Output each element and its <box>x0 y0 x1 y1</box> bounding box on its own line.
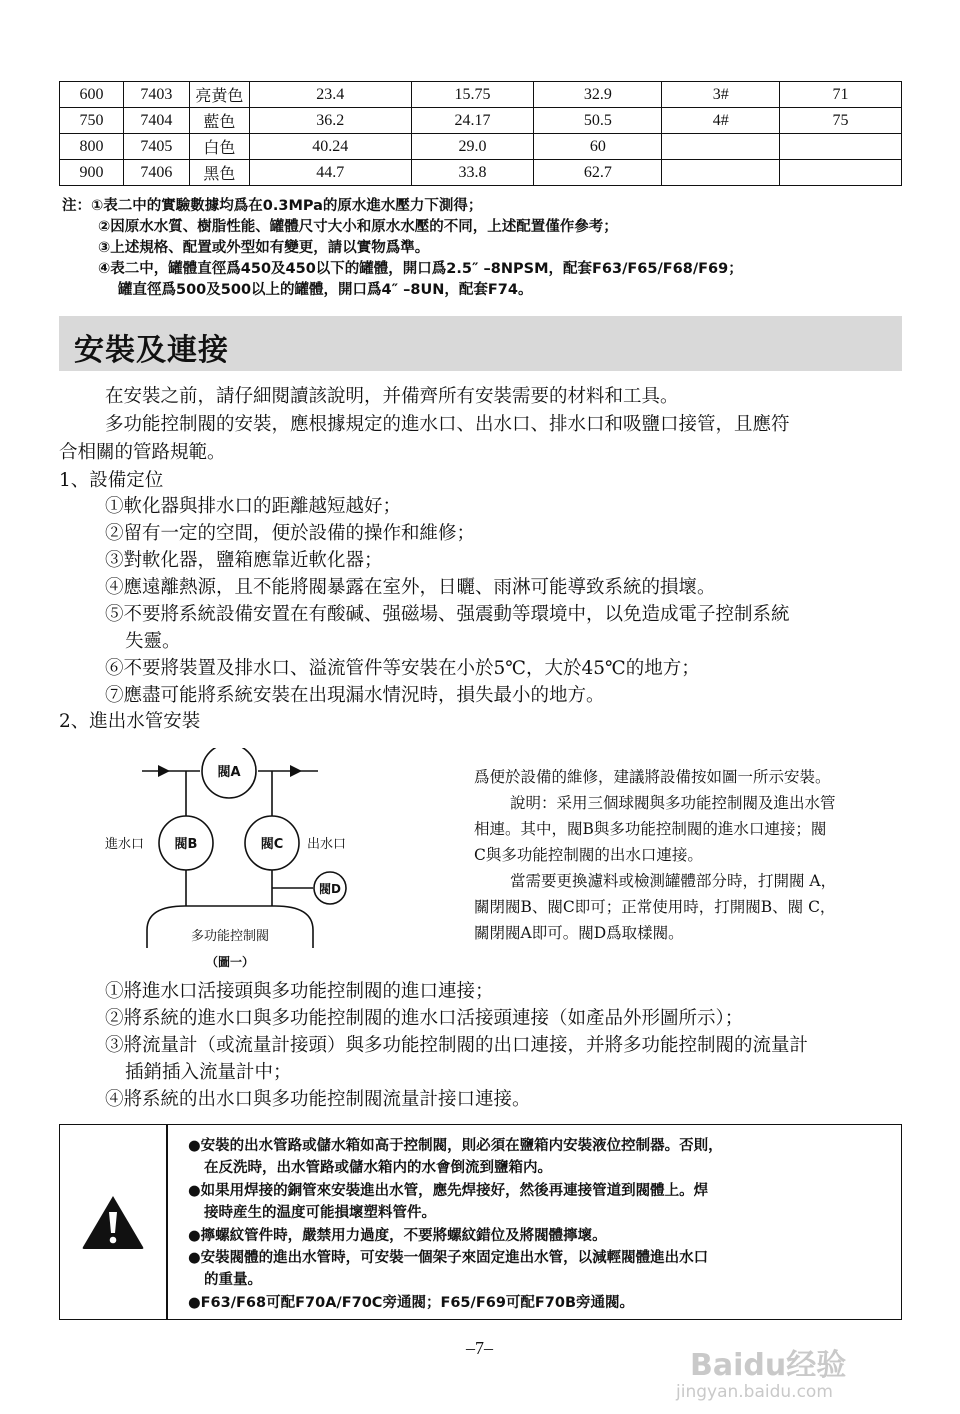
piping-step-3-cont: 插銷插入流量計中； <box>125 1062 292 1083</box>
note-4: ④表二中，罐體直徑爲450及450以下的罐體，開口爲2.5″ –8NPSM，配套F63/F65/F68/F69； <box>98 261 743 277</box>
valve-diagram <box>100 748 370 976</box>
warning-line-5: ●擰螺紋管件時，嚴禁用力過度，不要將螺紋錯位及將閥體擰壞。 <box>188 1227 607 1244</box>
arrow-right-icon <box>158 765 170 777</box>
section-heading-bar <box>59 316 902 371</box>
positioning-heading: 1、設備定位 <box>59 470 164 491</box>
table-cell: 33.8 <box>411 160 534 186</box>
positioning-item-1: ①軟化器與排水口的距離越短越好； <box>105 496 402 517</box>
table-cell: 4# <box>662 108 780 134</box>
positioning-item-4: ④應遠離熱源，且不能將閥暴露在室外，日曬、雨淋可能導致系統的損壞。 <box>105 577 716 598</box>
table-cell <box>662 160 780 186</box>
table-cell: 750 <box>60 108 124 134</box>
arrow-right-icon <box>290 765 302 777</box>
warning-text <box>188 1135 723 1314</box>
table-cell: 白色 <box>189 134 249 160</box>
side-text-7: 關閉閥A即可。閥D爲取樣閥。 <box>474 924 684 942</box>
table-cell: 62.7 <box>534 160 662 186</box>
positioning-item-5: ⑤不要將系統設備安置在有酸碱、强磁場、强震動等環境中，以免造成電子控制系統 <box>105 604 790 625</box>
table-cell: 7403 <box>123 82 189 108</box>
side-text-3: 相連。其中，閥B與多功能控制閥的進水口連接；閥 <box>474 820 827 838</box>
table-cell: 7405 <box>123 134 189 160</box>
warning-line-3: ●如果用焊接的銅管來安裝進出水管，應先焊接好，然後再連接管道到閥體上。焊 <box>188 1182 709 1199</box>
table-cell: 7406 <box>123 160 189 186</box>
table-cell: 900 <box>60 160 124 186</box>
positioning-item-5-cont: 失靈。 <box>125 631 181 652</box>
table-cell: 71 <box>780 82 902 108</box>
watermark-url: jingyan.baidu.com <box>676 1382 833 1402</box>
warning-triangle-icon <box>80 1193 146 1251</box>
warning-box <box>59 1124 902 1320</box>
table-cell: 36.2 <box>249 108 411 134</box>
note-2: ②因原水水質、樹脂性能、罐體尺寸大小和原水水壓的不同，上述配置僅作參考； <box>98 219 618 235</box>
table-cell: 7404 <box>123 108 189 134</box>
table-cell: 60 <box>534 134 662 160</box>
piping-step-3: ③將流量計（或流量計接頭）與多功能控制閥的出口連接，并將多功能控制閥的流量計 <box>105 1035 809 1056</box>
spec-table <box>59 81 902 186</box>
table-cell: 800 <box>60 134 124 160</box>
table-cell: 32.9 <box>534 82 662 108</box>
inlet-label: 進水口 <box>105 837 145 852</box>
table-row <box>60 160 902 186</box>
side-text-1: 爲便於設備的維修，建議將設備按如圖一所示安裝。 <box>474 768 831 786</box>
figure-caption: （圖一） <box>205 955 255 969</box>
table-cell: 黑色 <box>189 160 249 186</box>
positioning-item-3: ③對軟化器，鹽箱應靠近軟化器； <box>105 550 383 571</box>
page-number: –7– <box>466 1338 493 1358</box>
watermark-brand: Baidu经验 <box>690 1348 847 1383</box>
table-cell: 23.4 <box>249 82 411 108</box>
valve-a-label: 閥A <box>217 765 241 780</box>
positioning-item-2: ②留有一定的空間，便於設備的操作和維修； <box>105 523 476 544</box>
side-text-6: 關閉閥B、閥C即可；正常使用時，打開閥B、閥 C， <box>474 898 836 916</box>
table-cell: 44.7 <box>249 160 411 186</box>
side-text-5: 當需要更換濾料或檢測罐體部分時，打開閥 A， <box>510 872 837 890</box>
warning-line-1: ●安裝的出水管路或儲水箱如高于控制閥，則必須在鹽箱内安裝液位控制器。否則， <box>188 1138 723 1154</box>
table-notes <box>62 196 902 301</box>
side-text-4: C與多功能控制閥的出水口連接。 <box>474 846 703 864</box>
piping-step-1: ①將進水口活接頭與多功能控制閥的進口連接； <box>105 981 494 1002</box>
note-3: ③上述規格、配置或外型如有變更，請以實物爲準。 <box>98 240 430 256</box>
table-cell <box>780 134 902 160</box>
table-cell <box>662 134 780 160</box>
table-cell: 15.75 <box>411 82 534 108</box>
intro-line-2: 多功能控制閥的安裝，應根據規定的進水口、出水口、排水口和吸鹽口接管，且應符 <box>105 414 790 435</box>
warning-line-2: 在反洗時，出水管路或儲水箱内的水會倒流到鹽箱内。 <box>204 1160 552 1177</box>
valve-d-label: 閥D <box>319 882 341 896</box>
valve-b-label: 閥B <box>174 837 198 852</box>
warning-line-8: ●F63/F68可配F70A/F70C旁通閥；F65/F69可配F70B旁通閥。 <box>188 1294 635 1311</box>
positioning-item-7: ⑦應盡可能將系統安裝在出現漏水情況時，損失最小的地方。 <box>105 685 605 706</box>
table-cell: 50.5 <box>534 108 662 134</box>
table-cell: 40.24 <box>249 134 411 160</box>
piping-heading: 2、進出水管安裝 <box>59 711 201 732</box>
intro-line-3: 合相關的管路規範。 <box>59 442 226 463</box>
positioning-item-6: ⑥不要將裝置及排水口、溢流管件等安裝在小於5℃，大於45℃的地方； <box>105 658 700 679</box>
note-1: 注：①表二中的實驗數據均爲在0.3MPa的原水進水壓力下測得； <box>62 198 483 214</box>
table-cell: 藍色 <box>189 108 249 134</box>
table-cell: 75 <box>780 108 902 134</box>
table-cell: 29.0 <box>411 134 534 160</box>
warning-line-7: 的重量。 <box>204 1272 262 1289</box>
piping-step-2: ②將系統的進水口與多功能控制閥的進水口活接頭連接（如產品外形圖所示）； <box>105 1008 744 1029</box>
table-cell: 24.17 <box>411 108 534 134</box>
table-cell: 600 <box>60 82 124 108</box>
control-valve-label: 多功能控制閥 <box>190 929 270 944</box>
table-cell: 3# <box>662 82 780 108</box>
table-row <box>60 82 902 108</box>
table-cell <box>780 160 902 186</box>
table-cell: 亮黄色 <box>189 82 249 108</box>
table-row <box>60 134 902 160</box>
side-text-2: 說明：采用三個球閥與多功能控制閥及進出水管 <box>510 794 836 812</box>
warning-line-4: 接時産生的温度可能損壞塑料管件。 <box>204 1205 436 1222</box>
warning-divider <box>166 1125 168 1319</box>
intro-line-1: 在安裝之前，請仔細閱讀該說明，并備齊所有安裝需要的材料和工具。 <box>105 386 679 407</box>
outlet-label: 出水口 <box>307 837 347 852</box>
note-5: 罐直徑爲500及500以上的罐體，開口爲4″ –8UN，配套F74。 <box>118 282 533 298</box>
valve-c-label: 閥C <box>260 837 284 852</box>
section-title: 安裝及連接 <box>74 333 229 368</box>
piping-step-4: ④將系統的出水口與多功能控制閥流量計接口連接。 <box>105 1089 531 1110</box>
table-row <box>60 108 902 134</box>
warning-line-6: ●安裝閥體的進出水管時，可安裝一個架子來固定進出水管，以減輕閥體進出水口 <box>188 1250 709 1267</box>
